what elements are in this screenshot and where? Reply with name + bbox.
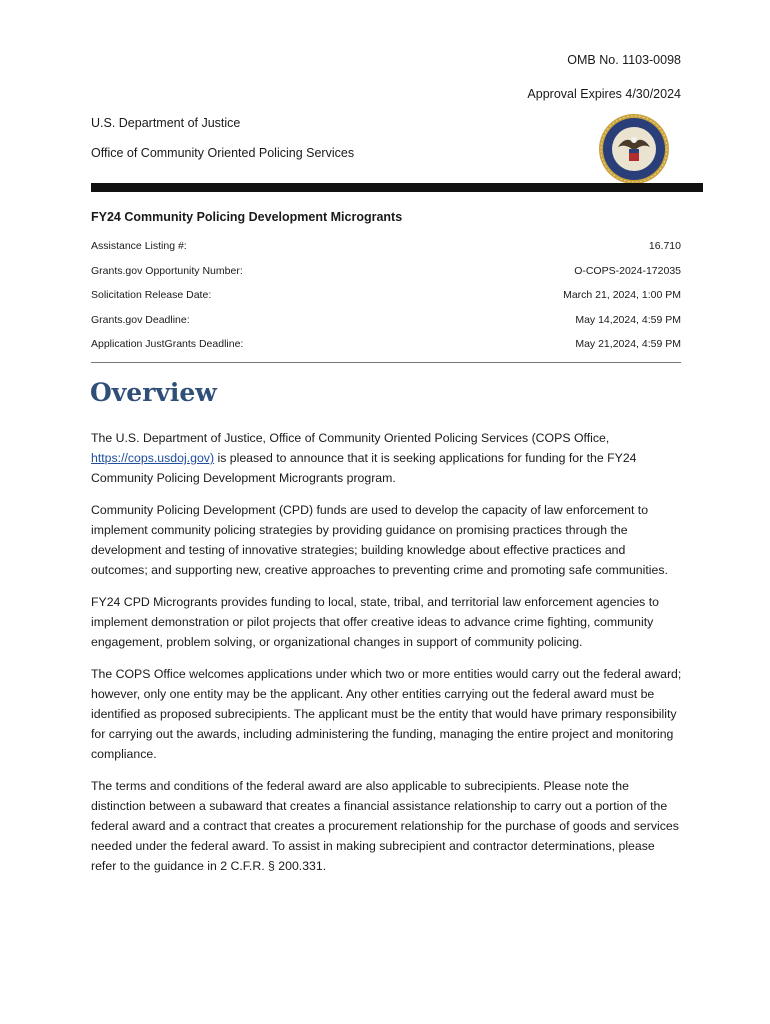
info-label: Assistance Listing #: <box>91 240 187 252</box>
paragraph: The U.S. Department of Justice, Office of Community Oriented Policing Services (COPS Office, https://cops.usdoj.gov) is pleased to announce that it is seeking applications for funding for the FY24 Community Policing Development Microgrants program. <box>91 431 637 485</box>
info-value: March 21, 2024, 1:00 PM <box>563 289 681 301</box>
section-divider <box>91 362 681 363</box>
info-row <box>91 265 681 277</box>
info-value: 16.710 <box>648 240 681 252</box>
info-row <box>91 314 681 326</box>
info-label: Grants.gov Opportunity Number: <box>91 265 243 277</box>
overview-heading: Overview <box>90 378 217 407</box>
paragraph: FY24 CPD Microgrants provides funding to local, state, tribal, and territorial law enforcement agencies to implement demonstration or pilot projects that offer creative ideas to advance crime fighting, community engagement, problem solving, or organizational changes in support of community policing. <box>91 595 659 649</box>
office-name: Office of Community Oriented Policing Services <box>91 146 355 160</box>
doj-seal-icon <box>598 113 670 185</box>
overview-body <box>91 428 683 888</box>
department-name: U.S. Department of Justice <box>91 116 241 130</box>
info-label: Solicitation Release Date: <box>91 289 212 301</box>
info-row <box>91 240 681 252</box>
info-value: O-COPS-2024-172035 <box>574 265 681 277</box>
info-label: Application JustGrants Deadline: <box>91 338 244 350</box>
info-row <box>91 338 681 350</box>
info-value: May 21,2024, 4:59 PM <box>575 338 681 350</box>
info-label: Grants.gov Deadline: <box>91 314 190 326</box>
paragraph: The terms and conditions of the federal award are also applicable to subrecipients. Please note the distinction between a subaward that creates a financial assistance relationship to carry out a portion of the federal award and a contract that creates a procurement relationship for the purchase of goods and services needed under the federal award. To assist in making subrecipient and contractor determinations, please refer to the guidance in 2 C.F.R. § 200.331. <box>91 779 679 873</box>
omb-number: OMB No. 1103-0098 <box>567 53 681 67</box>
paragraph: The COPS Office welcomes applications under which two or more entities would carry out the federal award; however, only one entity may be the applicant. Any other entities carrying out the federal award must be identified as proposed subrecipients. The applicant must be the entity that would have primary responsibility for carrying out the awards, including administering the funding, managing the entire project and monitoring compliance. <box>91 667 682 761</box>
header-divider <box>91 183 703 192</box>
paragraph: Community Policing Development (CPD) funds are used to develop the capacity of law enforcement to implement community policing strategies by providing guidance on promising practices through the development and testing of innovative strategies; building knowledge about effective practices and outcomes; and supporting new, creative approaches to preventing crime and promoting safe communities. <box>91 503 668 577</box>
approval-expires: Approval Expires 4/30/2024 <box>527 87 681 101</box>
info-value: May 14,2024, 4:59 PM <box>575 314 681 326</box>
cops-website-link[interactable]: https://cops.usdoj.gov) <box>91 451 215 465</box>
info-row <box>91 289 681 301</box>
solicitation-title: FY24 Community Policing Development Microgrants <box>91 210 403 224</box>
